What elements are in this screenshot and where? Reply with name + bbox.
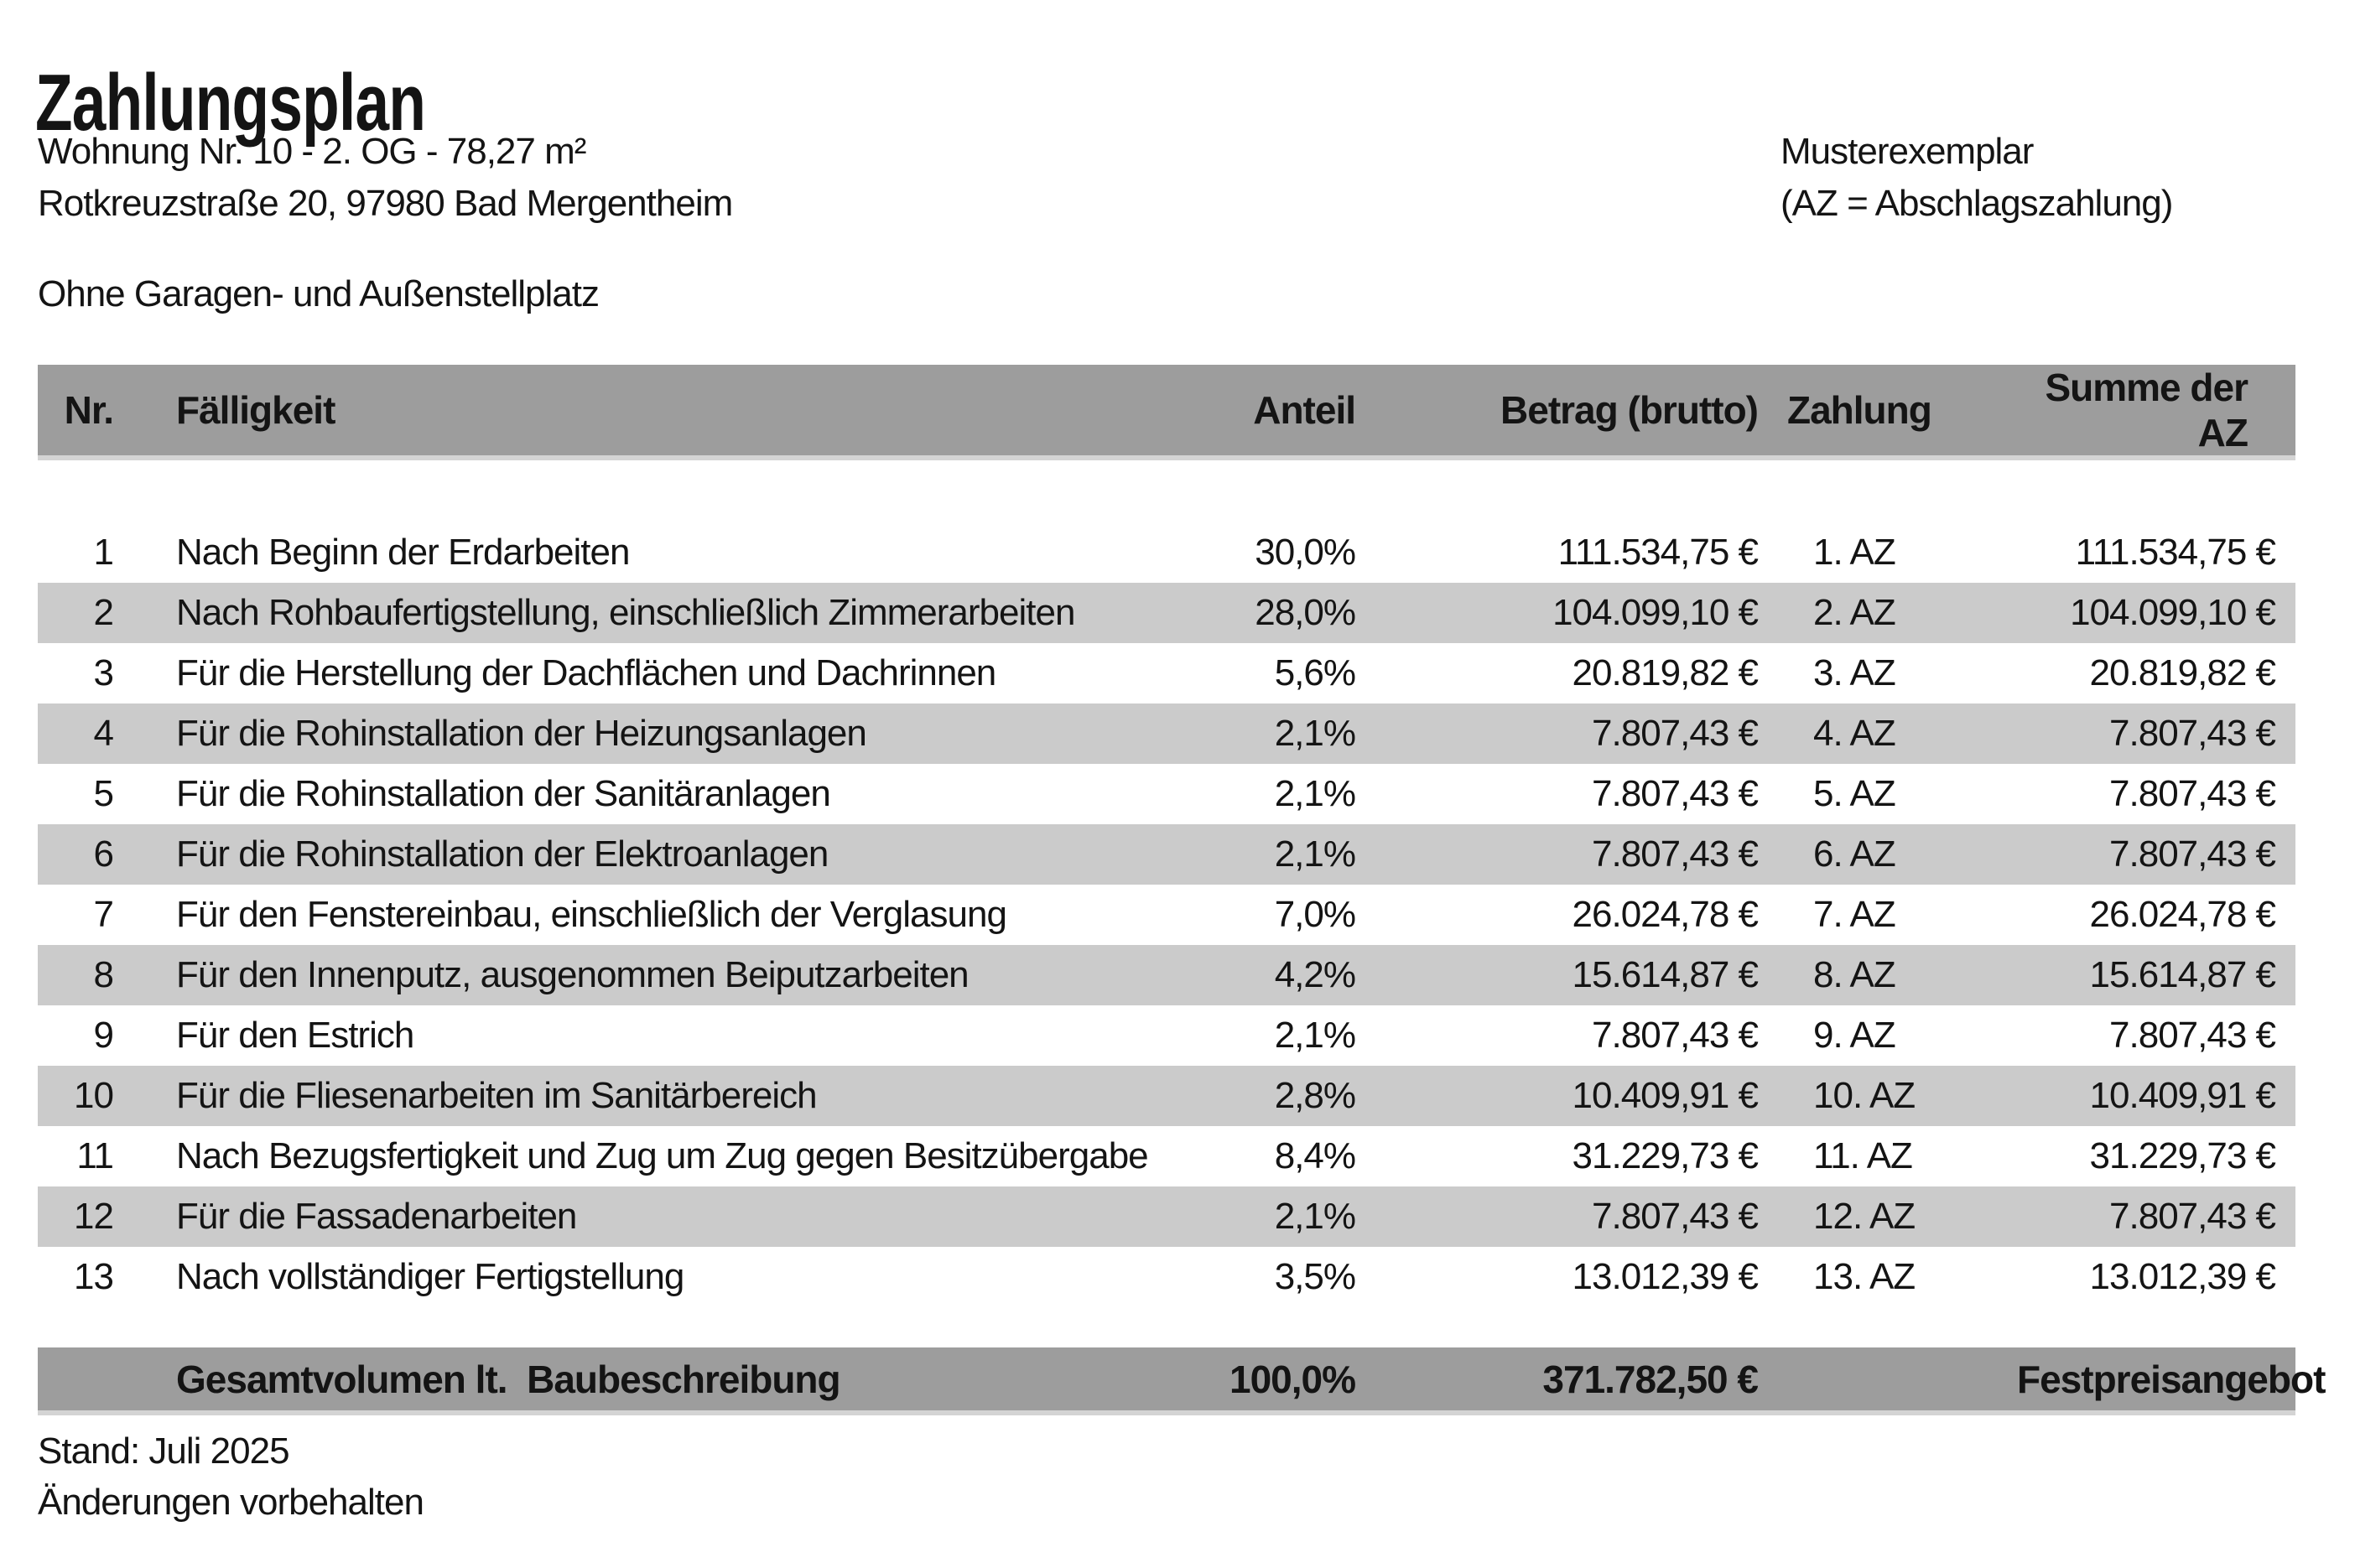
table-row xyxy=(38,1126,2295,1186)
exclusion-note: Ohne Garagen- und Außenstellplatz xyxy=(38,273,600,314)
cell-faelligkeit: Nach Rohbaufertigstellung, einschließlich Zimmerarbeiten xyxy=(176,592,1075,633)
cell-summe: 111.534,75 € xyxy=(2075,532,2275,573)
cell-nr: 9 xyxy=(93,1015,113,1056)
cell-betrag: 7.807,43 € xyxy=(1592,713,1758,754)
cell-summe: 7.807,43 € xyxy=(2109,1015,2275,1056)
cell-nr: 6 xyxy=(93,833,113,875)
property-info-line-2: Rotkreuzstraße 20, 97980 Bad Mergentheim xyxy=(38,183,733,224)
cell-faelligkeit: Für die Fassadenarbeiten xyxy=(176,1196,577,1237)
cell-zahlung: 2. AZ xyxy=(1813,592,1895,633)
cell-anteil: 30,0% xyxy=(1255,532,1355,573)
table-row xyxy=(38,1186,2295,1247)
cell-anteil: 2,1% xyxy=(1274,833,1355,875)
property-info xyxy=(38,126,732,230)
cell-summe: 104.099,10 € xyxy=(2070,592,2275,633)
table-row xyxy=(38,1005,2295,1066)
cell-zahlung: 1. AZ xyxy=(1813,532,1895,573)
cell-anteil: 28,0% xyxy=(1255,592,1355,633)
cell-betrag: 7.807,43 € xyxy=(1592,1015,1758,1056)
cell-faelligkeit: Für die Rohinstallation der Elektroanlagen xyxy=(176,833,829,875)
cell-betrag: 7.807,43 € xyxy=(1592,833,1758,875)
cell-zahlung: 5. AZ xyxy=(1813,773,1895,814)
column-header-anteil: Anteil xyxy=(1153,365,1359,458)
table-row xyxy=(38,885,2295,945)
cell-summe: 7.807,43 € xyxy=(2109,833,2275,875)
document-footer xyxy=(38,1425,424,1528)
sample-copy-label: Musterexemplar xyxy=(1781,131,2034,172)
cell-betrag: 31.229,73 € xyxy=(1572,1135,1758,1176)
footer-status-line: Stand: Juli 2025 xyxy=(38,1430,289,1472)
cell-nr: 5 xyxy=(93,773,113,814)
table-header-row xyxy=(38,365,2295,458)
payment-plan-table xyxy=(38,365,2326,1415)
table-row xyxy=(38,1066,2295,1126)
cell-zahlung: 8. AZ xyxy=(1813,954,1895,995)
cell-summe: 20.819,82 € xyxy=(2089,652,2275,693)
cell-faelligkeit: Für den Fenstereinbau, einschließlich der Verglasung xyxy=(176,894,1006,935)
page-title: Zahlungsplan xyxy=(35,58,426,148)
cell-betrag: 13.012,39 € xyxy=(1572,1256,1758,1297)
column-header-betrag: Betrag (brutto) xyxy=(1359,365,1762,458)
cell-betrag: 7.807,43 € xyxy=(1592,1196,1758,1237)
cell-zahlung: 11. AZ xyxy=(1813,1135,1912,1176)
table-spacer xyxy=(38,458,2295,522)
table-body xyxy=(38,458,2326,1413)
footer-disclaimer-line: Änderungen vorbehalten xyxy=(38,1482,424,1523)
cell-anteil: 7,0% xyxy=(1274,894,1355,935)
cell-zahlung: 9. AZ xyxy=(1813,1015,1895,1056)
column-header-faelligkeit: Fälligkeit xyxy=(117,365,1153,458)
cell-anteil: 4,2% xyxy=(1274,954,1355,995)
cell-anteil: 3,5% xyxy=(1274,1256,1355,1297)
table-row xyxy=(38,583,2295,643)
cell-betrag: 20.819,82 € xyxy=(1572,652,1758,693)
column-header-nr: Nr. xyxy=(38,365,117,458)
cell-faelligkeit: Für die Rohinstallation der Heizungsanlagen xyxy=(176,713,866,754)
cell-nr: 4 xyxy=(93,713,113,754)
cell-zahlung: 13. AZ xyxy=(1813,1256,1916,1297)
cell-betrag: 104.099,10 € xyxy=(1552,592,1758,633)
cell-faelligkeit: Nach vollständiger Fertigstellung xyxy=(176,1256,684,1297)
cell-betrag: 10.409,91 € xyxy=(1572,1075,1758,1116)
cell-nr: 3 xyxy=(93,652,113,693)
total-cell-anteil: 100,0% xyxy=(1153,1347,1359,1413)
cell-anteil: 2,1% xyxy=(1274,1015,1355,1056)
cell-anteil: 5,6% xyxy=(1274,652,1355,693)
total-cell-betrag: 371.782,50 € xyxy=(1359,1347,1762,1413)
table-row xyxy=(38,522,2295,583)
cell-zahlung: 4. AZ xyxy=(1813,713,1895,754)
cell-nr: 10 xyxy=(74,1075,113,1116)
property-info-line-1: Wohnung Nr. 10 - 2. OG - 78,27 m² xyxy=(38,131,586,172)
cell-betrag: 111.534,75 € xyxy=(1557,532,1758,573)
column-header-zahlung: Zahlung xyxy=(1762,365,2017,458)
total-cell-nr xyxy=(38,1347,117,1413)
cell-faelligkeit: Nach Beginn der Erdarbeiten xyxy=(176,532,630,573)
cell-faelligkeit: Für den Estrich xyxy=(176,1015,414,1056)
abbreviation-note: (AZ = Abschlagszahlung) xyxy=(1781,183,2173,224)
total-cell-summe: Festpreisangebot xyxy=(2017,1347,2295,1413)
cell-anteil: 2,8% xyxy=(1274,1075,1355,1116)
cell-summe: 7.807,43 € xyxy=(2109,773,2275,814)
cell-anteil: 2,1% xyxy=(1274,773,1355,814)
table-row xyxy=(38,643,2295,704)
cell-faelligkeit: Für die Fliesenarbeiten im Sanitärbereich xyxy=(176,1075,817,1116)
cell-nr: 2 xyxy=(93,592,113,633)
table-row xyxy=(38,1247,2295,1307)
table-row xyxy=(38,764,2295,824)
cell-zahlung: 3. AZ xyxy=(1813,652,1895,693)
cell-summe: 26.024,78 € xyxy=(2089,894,2275,935)
total-label: Gesamtvolumen lt. Baubeschreibung xyxy=(117,1347,1153,1413)
table-total-row xyxy=(38,1347,2295,1413)
cell-summe: 7.807,43 € xyxy=(2109,713,2275,754)
cell-nr: 1 xyxy=(93,532,113,573)
cell-zahlung: 7. AZ xyxy=(1813,894,1895,935)
cell-nr: 8 xyxy=(93,954,113,995)
table-row xyxy=(38,824,2295,885)
cell-zahlung: 10. AZ xyxy=(1813,1075,1916,1116)
table-row xyxy=(38,704,2295,764)
table-row xyxy=(38,945,2295,1005)
cell-nr: 12 xyxy=(74,1196,113,1237)
cell-faelligkeit: Für die Rohinstallation der Sanitäranlagen xyxy=(176,773,830,814)
cell-nr: 7 xyxy=(93,894,113,935)
document-meta xyxy=(1781,126,2172,230)
total-cell-zahlung xyxy=(1762,1347,2017,1413)
cell-faelligkeit: Für die Herstellung der Dachflächen und Dachrinnen xyxy=(176,652,996,693)
cell-faelligkeit: Nach Bezugsfertigkeit und Zug um Zug gegen Besitzübergabe xyxy=(176,1135,1148,1176)
cell-anteil: 2,1% xyxy=(1274,1196,1355,1237)
cell-nr: 13 xyxy=(74,1256,113,1297)
cell-zahlung: 6. AZ xyxy=(1813,833,1895,875)
cell-summe: 15.614,87 € xyxy=(2089,954,2275,995)
cell-faelligkeit: Für den Innenputz, ausgenommen Beiputzarbeiten xyxy=(176,954,969,995)
cell-anteil: 8,4% xyxy=(1274,1135,1355,1176)
cell-betrag: 15.614,87 € xyxy=(1572,954,1758,995)
cell-anteil: 2,1% xyxy=(1274,713,1355,754)
cell-nr: 11 xyxy=(76,1135,113,1176)
cell-summe: 13.012,39 € xyxy=(2089,1256,2275,1297)
cell-betrag: 26.024,78 € xyxy=(1572,894,1758,935)
cell-betrag: 7.807,43 € xyxy=(1592,773,1758,814)
cell-summe: 10.409,91 € xyxy=(2089,1075,2275,1116)
cell-zahlung: 12. AZ xyxy=(1813,1196,1916,1237)
table-header xyxy=(38,365,2295,458)
column-header-summe: Summe der AZ xyxy=(2017,365,2295,458)
table-spacer xyxy=(38,1307,2295,1347)
cell-summe: 7.807,43 € xyxy=(2109,1196,2275,1237)
cell-summe: 31.229,73 € xyxy=(2089,1135,2275,1176)
